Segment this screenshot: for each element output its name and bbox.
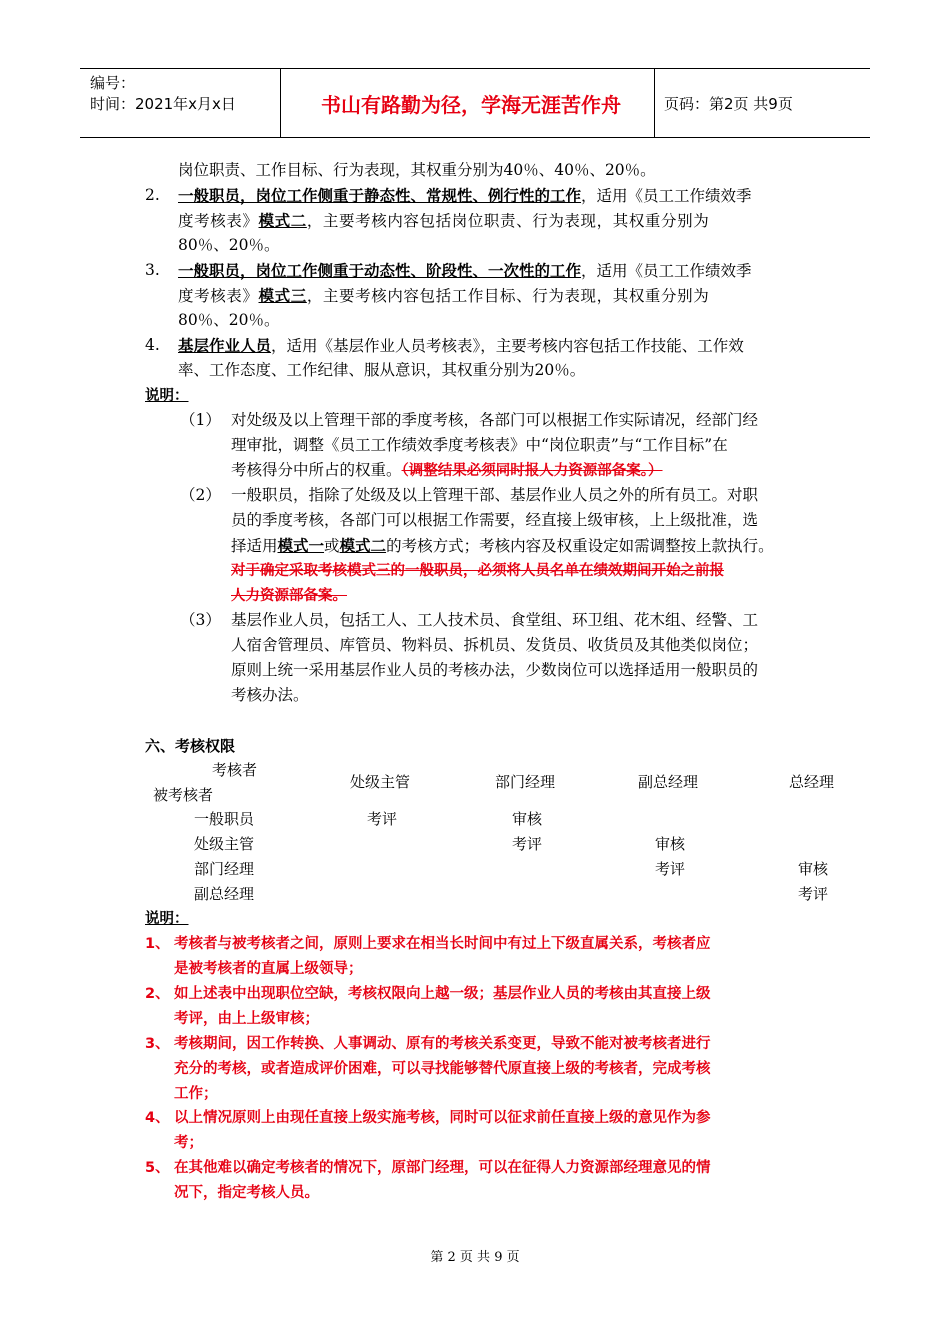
note-line: 员的季度考核，各部门可以根据工作需要，经直接上级审核，上上级批准，选: [231, 511, 759, 529]
note-number: （1）: [180, 411, 221, 429]
note-line: [231, 458, 663, 483]
header-motto: 书山有路勤为径，学海无涯苦作舟: [321, 92, 621, 117]
red-note-line: 以上情况原则上由现任直接上级实施考核，同时可以征求前任直接上级的意见作为参: [174, 1110, 711, 1126]
table-row-label: 处级主管: [194, 835, 255, 853]
table-cell: 审核: [512, 810, 543, 828]
table-cell: 考评: [655, 860, 686, 878]
section-heading: 六、考核权限: [145, 737, 236, 755]
note-text: 考核得分中所占的权重。: [231, 461, 402, 479]
table-cell: 审核: [798, 860, 829, 878]
mode-label: 模式一: [277, 536, 325, 555]
table-header: 部门经理: [495, 773, 556, 791]
mode-label: 模式二: [258, 211, 307, 230]
page-header: [80, 68, 870, 138]
header-divider: [654, 69, 655, 137]
red-note-line: 况下，指定考核人员。: [174, 1185, 319, 1201]
explain-label: 说明：: [145, 911, 189, 927]
red-note-number: 4、: [145, 1110, 170, 1126]
time-label: 时间：2021年x月x日: [90, 95, 236, 113]
struck-text: （调整结果必须同时报人力资源部备案。）: [401, 462, 663, 479]
item-number: 4.: [145, 336, 160, 354]
red-note-number: 2、: [145, 986, 170, 1002]
mode-label: 模式二: [339, 536, 387, 555]
note-line: 原则上统一采用基层作业人员的考核办法，少数岗位可以选择适用一般职员的: [231, 661, 759, 679]
header-meta: [90, 73, 236, 115]
red-note-line: 考；: [174, 1135, 203, 1151]
note-line: 基层作业人员，包括工人、工人技术员、食堂组、环卫组、花木组、经警、工: [231, 611, 759, 629]
note-line: 理审批，调整《员工工作绩效季度考核表》中“岗位职责”与“工作目标”在: [231, 436, 728, 454]
list-item: [178, 258, 752, 284]
table-cell: 考评: [798, 885, 829, 903]
table-corner-top: 考核者: [212, 761, 258, 779]
item-text: ，主要考核内容包括岗位职责、行为表现，其权重分别为: [306, 212, 710, 230]
table-header: 处级主管: [350, 773, 411, 791]
note-text: 或: [324, 537, 340, 555]
red-note-line: 充分的考核，或者造成评价困难，可以寻找能够替代原直接上级的考核者，完成考核: [174, 1061, 711, 1077]
struck-text: 对于确定采取考核模式三的一般职员，必须将人员名单在绩效期间开始之前报: [231, 562, 724, 579]
item-text: ，主要考核内容包括工作目标、行为表现，其权重分别为: [306, 287, 710, 305]
code-label: 编号：: [90, 74, 136, 92]
red-note-line: 考评，由上上级审核；: [174, 1011, 319, 1027]
header-page-info: 页码：第2页 共9页: [664, 94, 793, 113]
note-text: 择适用: [231, 537, 278, 555]
list-item: [178, 183, 752, 209]
table-cell: 审核: [655, 835, 686, 853]
table-row-label: 副总经理: [194, 885, 255, 903]
note-line: 考核办法。: [231, 686, 309, 704]
red-note-line: 在其他难以确定考核者的情况下，原部门经理，可以在征得人力资源部经理意见的情: [174, 1160, 711, 1176]
red-note-line: 工作；: [174, 1086, 218, 1102]
red-note-line: 如上述表中出现职位空缺，考核权限向上越一级；基层作业人员的考核由其直接上级: [174, 986, 711, 1002]
page-footer: 第 2 页 共 9 页: [430, 1250, 520, 1265]
mode-label: 模式三: [258, 286, 307, 305]
item-text: 度考核表》: [178, 287, 259, 305]
red-note-line: 考核者与被考核者之间，原则上要求在相当长时间中有过上下级直属关系，考核者应: [174, 936, 711, 952]
table-row-label: 一般职员: [194, 810, 255, 828]
note-line: 一般职员，指除了处级及以上管理干部、基层作业人员之外的所有员工。对职: [231, 486, 759, 504]
table-corner-bottom: 被考核者: [153, 786, 214, 804]
item-lead: 一般职员，岗位工作侧重于静态性、常规性、例行性的工作: [178, 186, 582, 205]
table-cell: 考评: [512, 835, 543, 853]
item-lead: 基层作业人员: [178, 336, 272, 355]
header-divider: [280, 69, 281, 137]
note-text: 的考核方式；考核内容及权重设定如需调整按上款执行。: [386, 537, 774, 555]
red-note-number: 1、: [145, 936, 170, 952]
note-line: 人宿舍管理员、库管员、物料员、拆机员、发货员、收货员及其他类似岗位；: [231, 636, 759, 654]
table-header: 副总经理: [638, 773, 699, 791]
item-text: 80％、20％。: [178, 236, 280, 254]
item-number: 3.: [145, 261, 160, 279]
red-note-number: 3、: [145, 1036, 170, 1052]
struck-text: 人力资源部备案。: [231, 587, 347, 604]
item-text: ，适用《基层作业人员考核表》，主要考核内容包括工作技能、工作效: [271, 337, 744, 355]
note-number: （3）: [180, 611, 221, 629]
note-line: [231, 533, 774, 559]
item-text: ，适用《员工工作绩效季: [581, 187, 752, 205]
explain-label: 说明：: [145, 388, 189, 404]
list-item: [178, 333, 744, 359]
table-cell: 考评: [367, 810, 398, 828]
item-number: 2.: [145, 186, 160, 204]
red-note-line: 是被考核者的直属上级领导；: [174, 961, 363, 977]
item-text: 率、工作态度、工作纪律、服从意识，其权重分别为20％。: [178, 361, 586, 379]
item-text: 度考核表》: [178, 212, 259, 230]
red-note-line: 考核期间，因工作转换、人事调动、原有的考核关系变更，导致不能对被考核者进行: [174, 1036, 711, 1052]
red-note-number: 5、: [145, 1160, 170, 1176]
list-item-line: [178, 208, 709, 234]
item-lead: 一般职员，岗位工作侧重于动态性、阶段性、一次性的工作: [178, 261, 582, 280]
table-row-label: 部门经理: [194, 860, 255, 878]
intro-line: 岗位职责、工作目标、行为表现，其权重分别为40％、40％、20％。: [178, 161, 656, 179]
table-header: 总经理: [789, 773, 835, 791]
list-item-line: [178, 283, 709, 309]
item-text: ，适用《员工工作绩效季: [581, 262, 752, 280]
note-number: （2）: [180, 486, 221, 504]
item-text: 80％、20％。: [178, 311, 280, 329]
note-line: 对处级及以上管理干部的季度考核，各部门可以根据工作实际请况，经部门经: [231, 411, 759, 429]
